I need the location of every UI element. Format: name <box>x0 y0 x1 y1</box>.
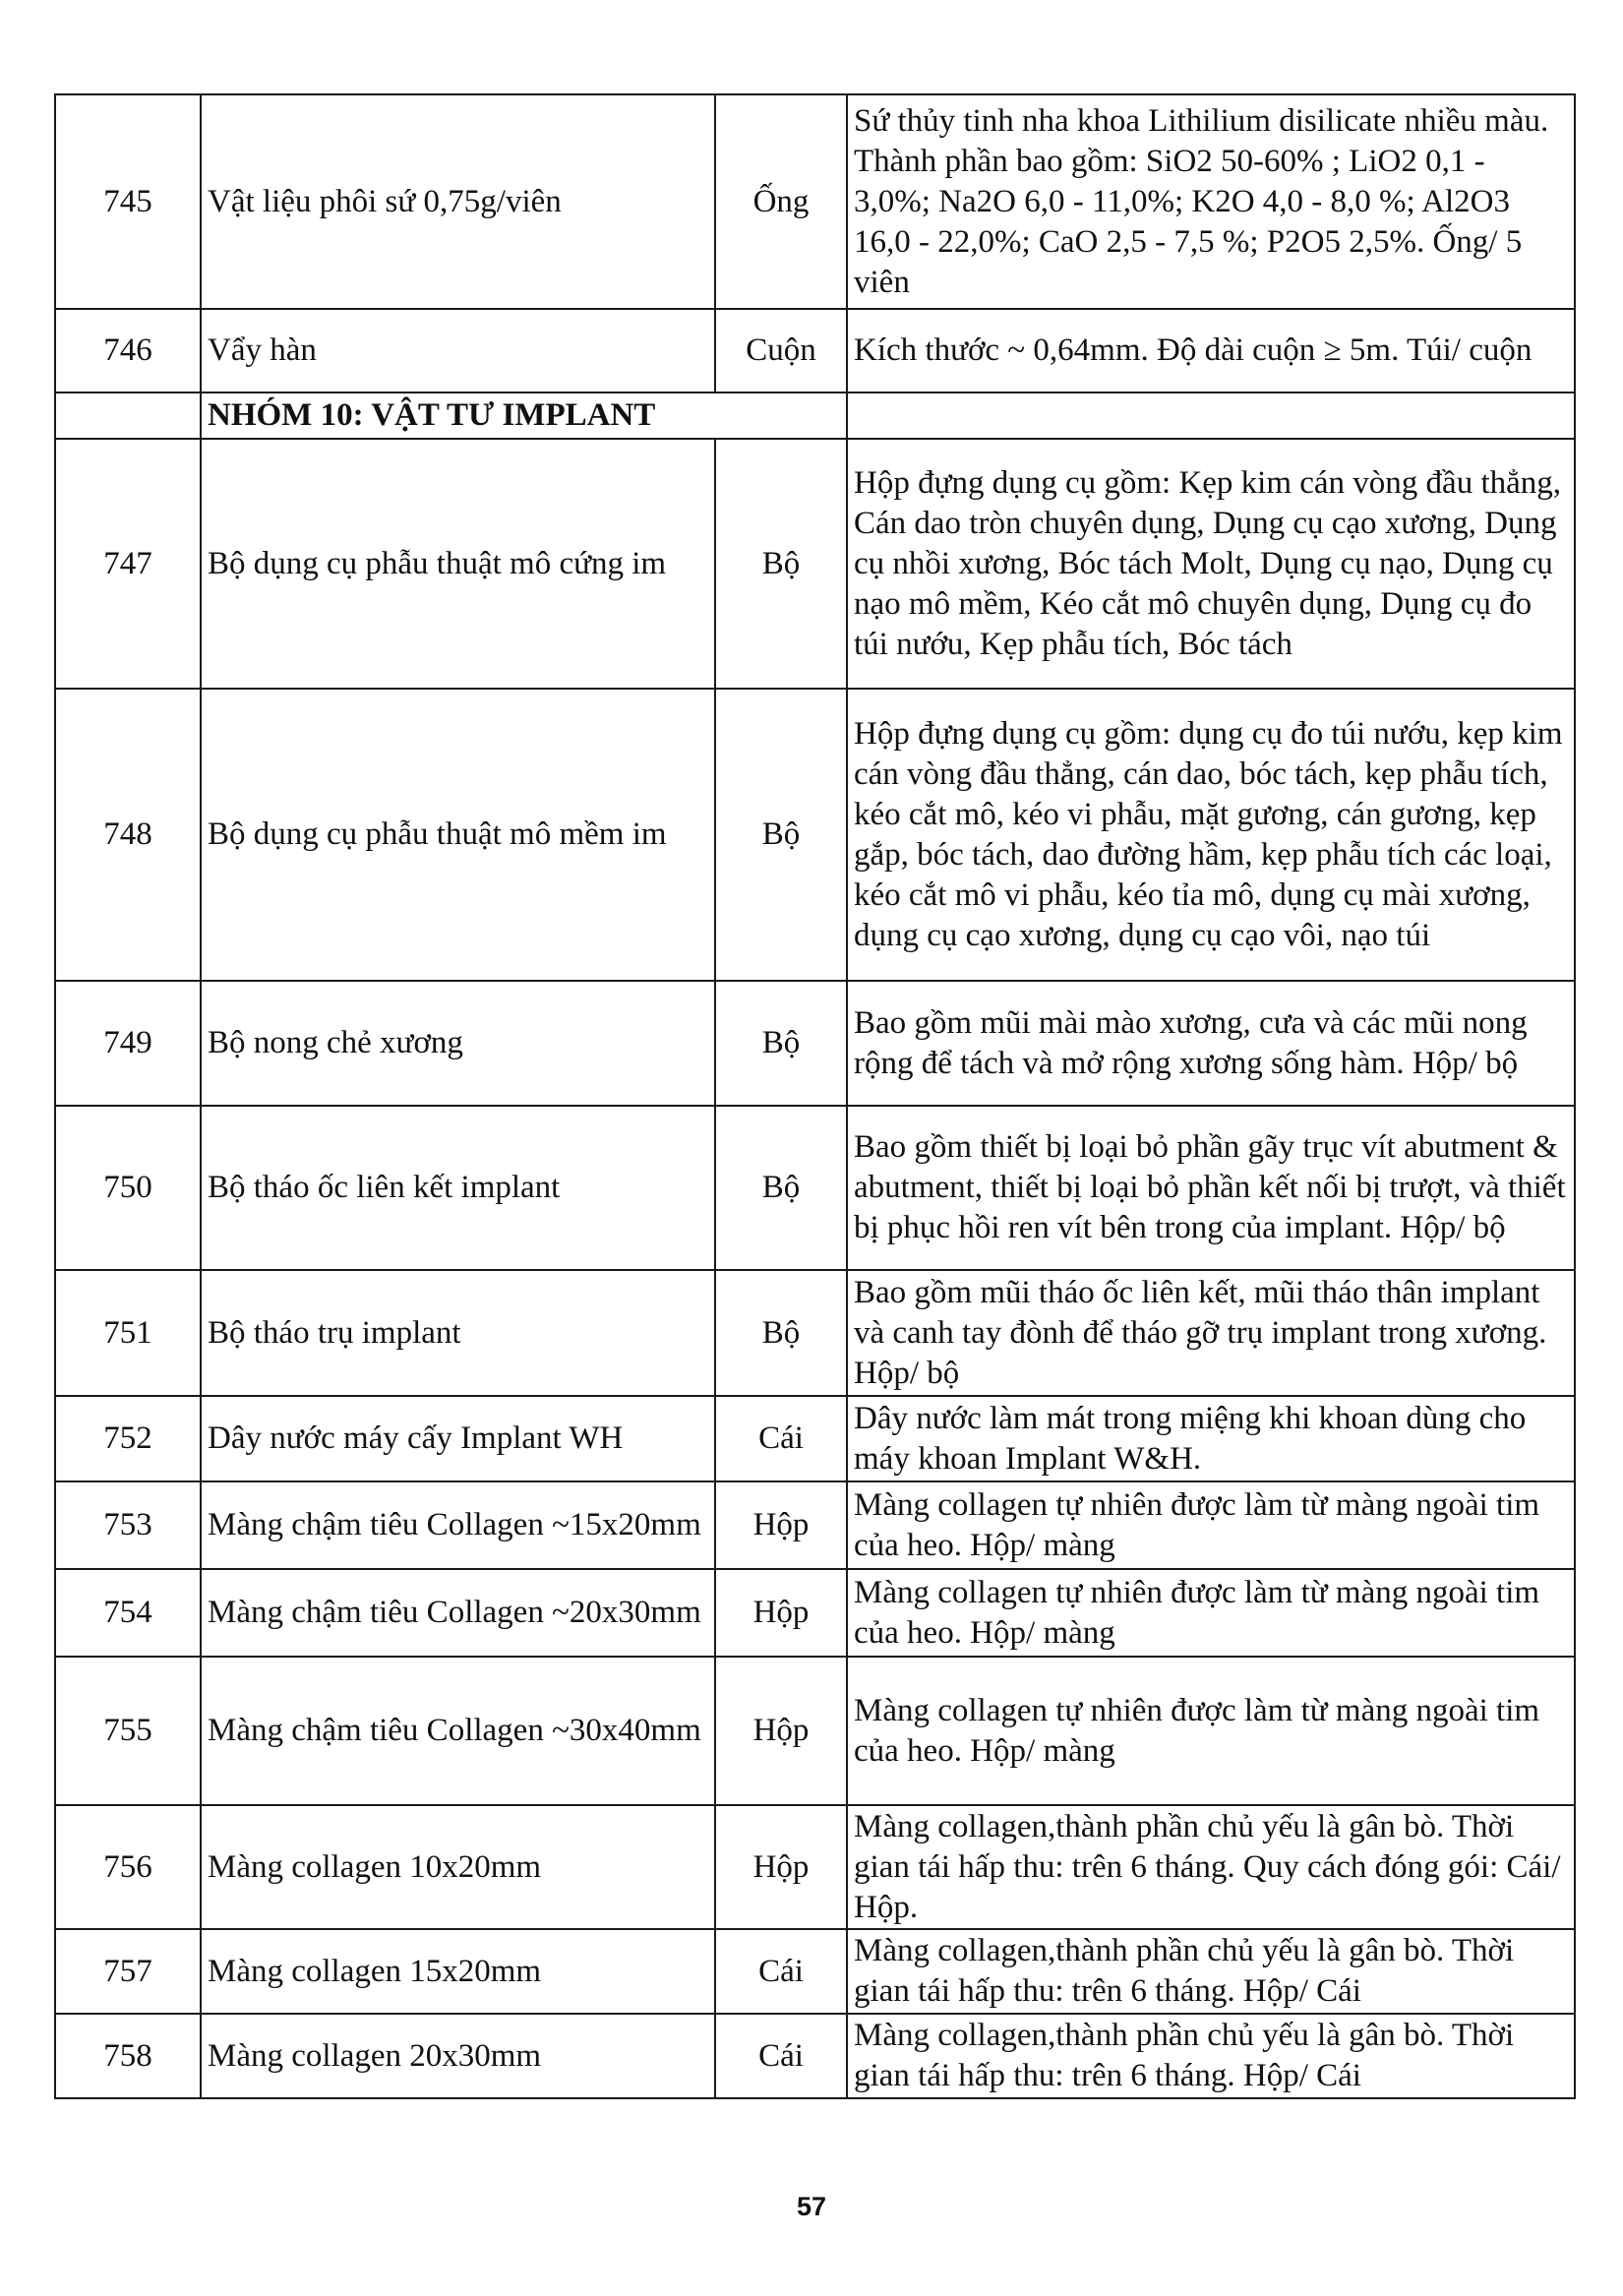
row-number: 752 <box>55 1396 201 1481</box>
row-number: 754 <box>55 1569 201 1657</box>
item-name: Bộ nong chẻ xương <box>201 981 715 1106</box>
item-name: Vật liệu phôi sứ 0,75g/viên <box>201 94 715 309</box>
item-unit: Cái <box>715 1396 847 1481</box>
item-name: Màng chậm tiêu Collagen ~30x40mm <box>201 1657 715 1805</box>
item-unit: Hộp <box>715 1569 847 1657</box>
item-description: Bao gồm thiết bị loại bỏ phần gãy trục vít abutment & abutment, thiết bị loại bỏ phần kết nối bị trượt, và thiết bị phục hồi ren vít bên trong của implant. Hộp/ bộ <box>847 1106 1575 1270</box>
table-row <box>55 981 1575 1106</box>
empty-cell <box>55 393 201 439</box>
table-row <box>55 1481 1575 1569</box>
row-number: 749 <box>55 981 201 1106</box>
table-row <box>55 1805 1575 1929</box>
row-number: 750 <box>55 1106 201 1270</box>
item-name: Màng collagen 20x30mm <box>201 2014 715 2098</box>
item-description: Màng collagen tự nhiên được làm từ màng ngoài tim của heo. Hộp/ màng <box>847 1569 1575 1657</box>
item-description: Dây nước làm mát trong miệng khi khoan dùng cho máy khoan Implant W&H. <box>847 1396 1575 1481</box>
item-name: Bộ tháo ốc liên kết implant <box>201 1106 715 1270</box>
item-unit: Bộ <box>715 1270 847 1396</box>
row-number: 753 <box>55 1481 201 1569</box>
item-description: Kích thước ~ 0,64mm. Độ dài cuộn ≥ 5m. Túi/ cuộn <box>847 309 1575 393</box>
item-description: Màng collagen,thành phần chủ yếu là gân bò. Thời gian tái hấp thu: trên 6 tháng. Hộp/ Cái <box>847 1929 1575 2014</box>
table-row <box>55 1929 1575 2014</box>
row-number: 751 <box>55 1270 201 1396</box>
item-unit: Hộp <box>715 1657 847 1805</box>
item-name: Màng collagen 15x20mm <box>201 1929 715 2014</box>
item-description: Màng collagen,thành phần chủ yếu là gân bò. Thời gian tái hấp thu: trên 6 tháng. Quy cách đóng gói: Cái/ Hộp. <box>847 1805 1575 1929</box>
item-name: Bộ dụng cụ phẫu thuật mô cứng im <box>201 439 715 689</box>
table-row <box>55 689 1575 981</box>
item-description: Màng collagen tự nhiên được làm từ màng ngoài tim của heo. Hộp/ màng <box>847 1481 1575 1569</box>
supplies-table <box>54 93 1576 2099</box>
item-unit: Cái <box>715 2014 847 2098</box>
item-description: Sứ thủy tinh nha khoa Lithilium disilicate nhiều màu. Thành phần bao gồm: SiO2 50-60% ; LiO2 0,1 - 3,0%; Na2O 6,0 - 11,0%; K2O 4,0 - 8,0 %; Al2O3 16,0 - 22,0%; CaO 2,5 - 7,5 %; P2O5 2,5%. Ống/ 5 viên <box>847 94 1575 309</box>
item-name: Dây nước máy cấy Implant WH <box>201 1396 715 1481</box>
item-name: Bộ dụng cụ phẫu thuật mô mềm im <box>201 689 715 981</box>
item-description: Bao gồm mũi mài mào xương, cưa và các mũi nong rộng để tách và mở rộng xương sống hàm. Hộp/ bộ <box>847 981 1575 1106</box>
table-row <box>55 2014 1575 2098</box>
item-name: Màng chậm tiêu Collagen ~20x30mm <box>201 1569 715 1657</box>
row-number: 747 <box>55 439 201 689</box>
item-unit: Bộ <box>715 981 847 1106</box>
item-description: Bao gồm mũi tháo ốc liên kết, mũi tháo thân implant và canh tay đònh để tháo gỡ trụ implant trong xương. Hộp/ bộ <box>847 1270 1575 1396</box>
item-unit: Hộp <box>715 1481 847 1569</box>
item-name: Màng chậm tiêu Collagen ~15x20mm <box>201 1481 715 1569</box>
table-row <box>55 1396 1575 1481</box>
table-row <box>55 1657 1575 1805</box>
item-description: Màng collagen,thành phần chủ yếu là gân bò. Thời gian tái hấp thu: trên 6 tháng. Hộp/ Cái <box>847 2014 1575 2098</box>
item-unit: Hộp <box>715 1805 847 1929</box>
row-number: 748 <box>55 689 201 981</box>
empty-cell <box>847 393 1575 439</box>
group-title: NHÓM 10: VẬT TƯ IMPLANT <box>201 393 847 439</box>
item-unit: Ống <box>715 94 847 309</box>
page-number: 57 <box>796 2192 827 2221</box>
item-unit: Cái <box>715 1929 847 2014</box>
item-unit: Bộ <box>715 439 847 689</box>
table-row <box>55 1106 1575 1270</box>
row-number: 757 <box>55 1929 201 2014</box>
table-row <box>55 94 1575 309</box>
item-unit: Bộ <box>715 1106 847 1270</box>
row-number: 758 <box>55 2014 201 2098</box>
row-number: 745 <box>55 94 201 309</box>
table-row <box>55 1569 1575 1657</box>
item-name: Vẩy hàn <box>201 309 715 393</box>
table-row <box>55 439 1575 689</box>
item-description: Hộp đựng dụng cụ gồm: Kẹp kim cán vòng đầu thẳng, Cán dao tròn chuyên dụng, Dụng cụ cạo xương, Dụng cụ nhồi xương, Bóc tách Molt, Dụng cụ nạo, Dụng cụ nạo mô mềm, Kéo cắt mô chuyên dụng, Dụng cụ đo túi nướu, Kẹp phẫu tích, Bóc tách <box>847 439 1575 689</box>
group-header-row <box>55 393 1575 439</box>
item-name: Màng collagen 10x20mm <box>201 1805 715 1929</box>
item-unit: Cuộn <box>715 309 847 393</box>
item-unit: Bộ <box>715 689 847 981</box>
table-row <box>55 309 1575 393</box>
row-number: 746 <box>55 309 201 393</box>
table-row <box>55 1270 1575 1396</box>
item-description: Màng collagen tự nhiên được làm từ màng ngoài tim của heo. Hộp/ màng <box>847 1657 1575 1805</box>
item-description: Hộp đựng dụng cụ gồm: dụng cụ đo túi nướu, kẹp kim cán vòng đầu thẳng, cán dao, bóc tách, kẹp phẫu tích, kéo cắt mô, kéo vi phẫu, mặt gương, cán gương, kẹp gắp, bóc tách, dao đường hầm, kẹp phẫu tích các loại, kéo cắt mô vi phẫu, kéo tỉa mô, dụng cụ mài xương, dụng cụ cạo xương, dụng cụ cạo vôi, nạo túi <box>847 689 1575 981</box>
row-number: 756 <box>55 1805 201 1929</box>
row-number: 755 <box>55 1657 201 1805</box>
item-name: Bộ tháo trụ implant <box>201 1270 715 1396</box>
